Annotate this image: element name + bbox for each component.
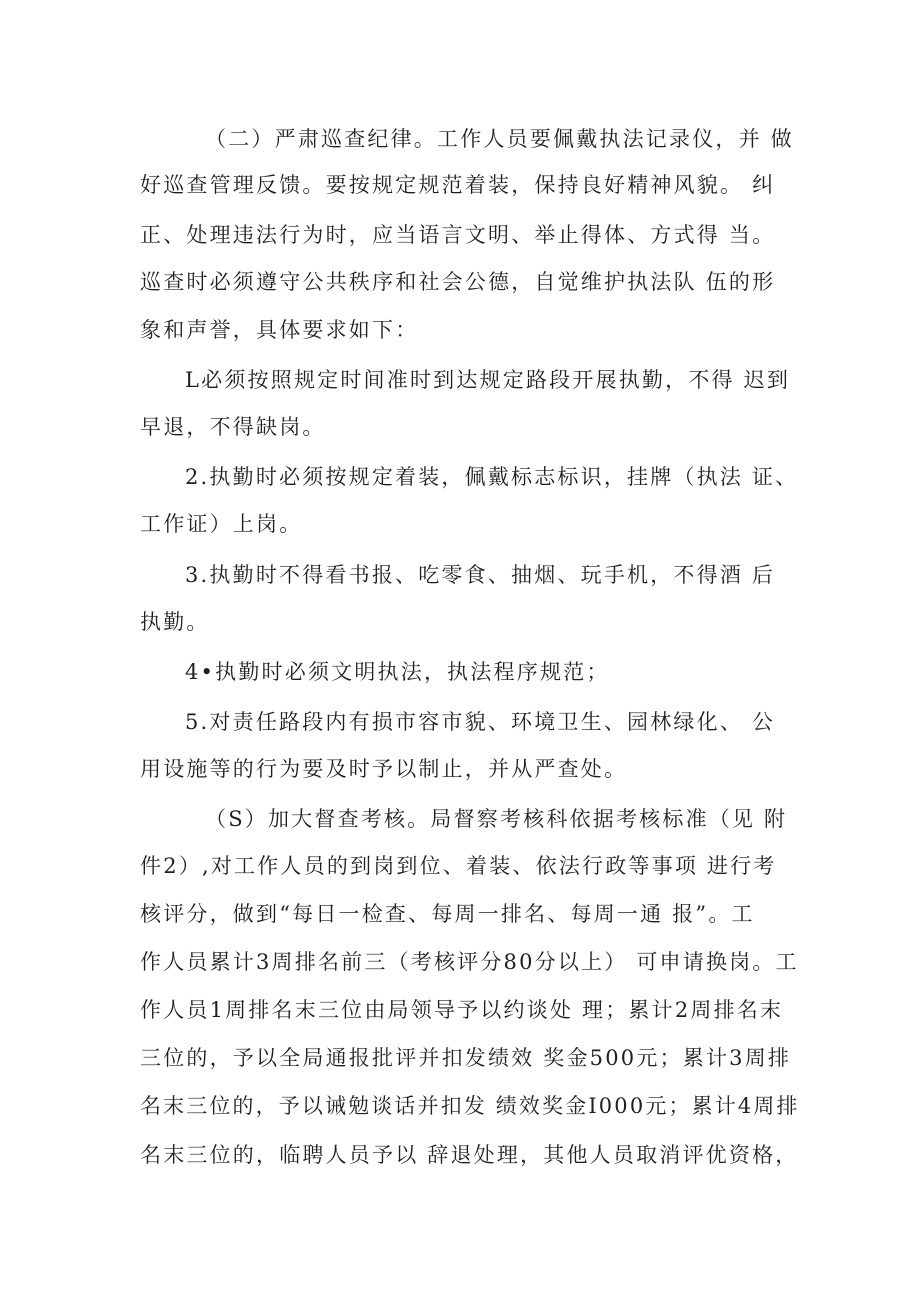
paragraph-line: （S）加大督查考核。局督察考核科依据考核标准（见 附 (205, 807, 788, 831)
list-item-line: 执勤。 (140, 610, 210, 634)
paragraph-line: 三位的，予以全局通报批评并扣发绩效 奖金500元；累计3周排 (140, 1046, 792, 1070)
paragraph-line: （二）严肃巡查纪律。工作人员要佩戴执法记录仪，并 做 (205, 127, 794, 151)
paragraph-line: 作人员累计3周排名前三（考核评分80分以上） 可申请换岗。工 (140, 950, 799, 974)
list-item-line: 4•执勤时必须文明执法，执法程序规范； (185, 660, 610, 684)
list-item-line: L必须按照规定时间准时到达规定路段开展执勤，不得 迟到 (185, 368, 791, 392)
paragraph-line: 件2）,对工作人员的到岗到位、着装、依法行政等事项 进行考 (140, 854, 777, 878)
paragraph-line: 作人员1周排名末三位由局领导予以约谈处 理；累计2周排名末 (140, 998, 784, 1022)
list-item-line: 5.对责任路段内有损市容市貌、环境卫生、园林绿化、 公 (185, 710, 776, 734)
list-item-line: 3.执勤时不得看书报、吃零食、抽烟、玩手机，不得酒 后 (185, 563, 776, 587)
list-item-line: 早退，不得缺岗。 (140, 415, 326, 439)
paragraph-line: 巡查时必须遵守公共秩序和社会公德，自觉维护执法队 伍的形 (140, 270, 776, 294)
paragraph-line: 核评分，做到“每日一检查、每周一排名、每周一通 报”。工 (140, 902, 755, 926)
list-item-line: 用设施等的行为要及时予以制止，并从严查处。 (140, 757, 628, 781)
list-item-line: 工作证）上岗。 (140, 512, 303, 536)
paragraph-line: 名末三位的，予以诫勉谈话并扣发 绩效奖金I000元；累计4周排 (140, 1094, 800, 1118)
paragraph-line: 正、处理违法行为时，应当语言文明、举止得体、方式得 当。 (140, 223, 776, 247)
paragraph-line: 象和声誉，具体要求如下： (140, 318, 419, 342)
list-item-line: 2.执勤时必须按规定着装，佩戴标志标识，挂牌（执法 证、 (185, 465, 799, 489)
paragraph-line: 好巡查管理反馈。要按规定规范着装，保持良好精神风貌。 纠 (140, 173, 776, 197)
paragraph-line: 名末三位的，临聘人员予以 辞退处理，其他人员取消评优资格， (140, 1143, 799, 1167)
